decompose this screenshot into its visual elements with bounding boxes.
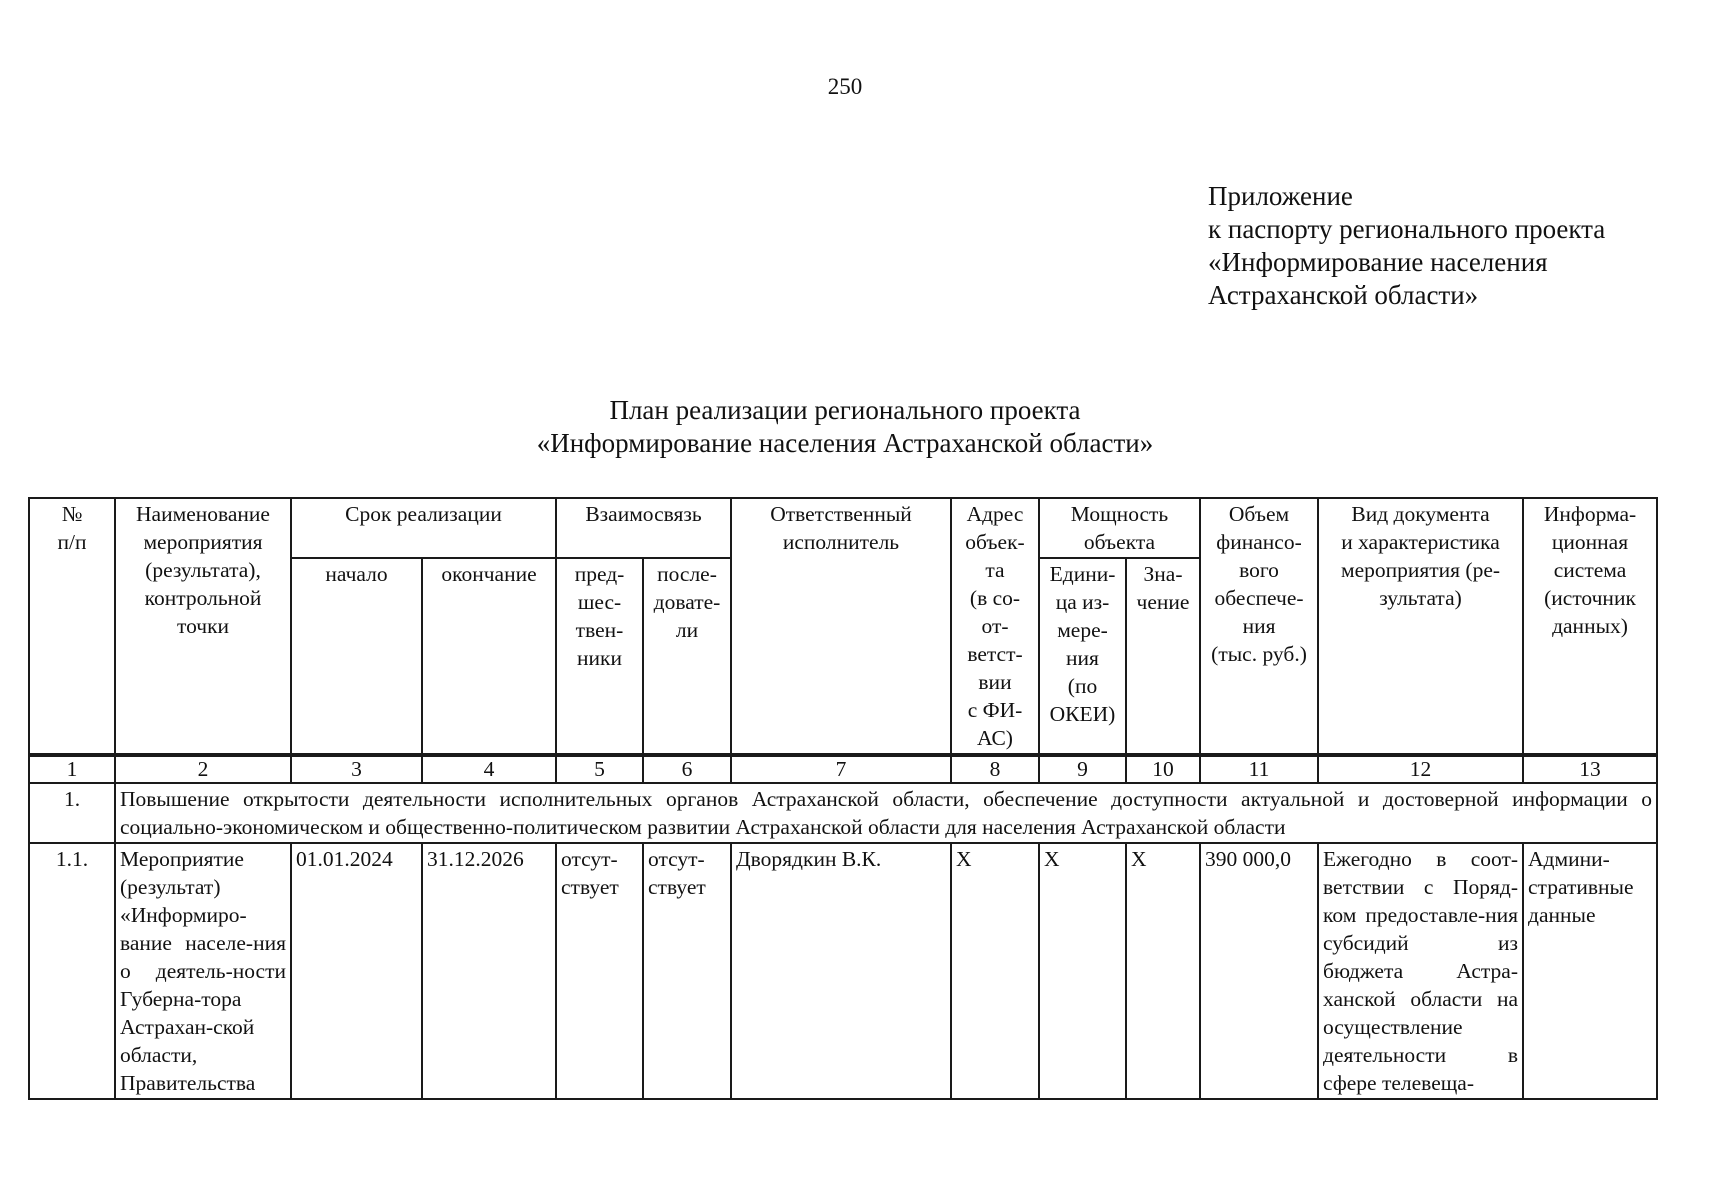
column-number-row (29, 755, 1657, 783)
document-title (0, 394, 1690, 460)
implementation-plan-table (28, 497, 1658, 1100)
header-doc-type: Вид документа и характеристика мероприятия (ре- зультата) (1318, 498, 1523, 755)
appendix-line: Астраханской области» (1208, 280, 1479, 310)
column-number: 2 (115, 755, 291, 783)
header-relation-next: после- довате- ли (643, 558, 731, 755)
header-period-start: начало (291, 558, 422, 755)
row-successors: отсут-ствует (643, 843, 731, 1099)
header-capacity-unit: Едини- ца из- мере- ния (по ОКЕИ) (1039, 558, 1126, 755)
column-number: 9 (1039, 755, 1126, 783)
header-relation-pred: пред- шес- твен- ники (556, 558, 643, 755)
header-num: № п/п (29, 498, 115, 755)
page-number: 250 (827, 74, 863, 99)
header-relation: Взаимосвязь (556, 498, 731, 558)
header-period-end: окончание (422, 558, 556, 755)
row-unit: X (1039, 843, 1126, 1099)
column-number: 10 (1126, 755, 1200, 783)
column-number: 12 (1318, 755, 1523, 783)
row-start-date: 01.01.2024 (291, 843, 422, 1099)
row-finance: 390 000,0 (1200, 843, 1318, 1099)
row-num: 1.1. (29, 843, 115, 1099)
column-number: 6 (643, 755, 731, 783)
header-info-system: Информа- ционная система (источник данных) (1523, 498, 1657, 755)
column-number: 7 (731, 755, 951, 783)
header-period: Срок реализации (291, 498, 556, 558)
title-line: План реализации регионального проекта (609, 395, 1081, 425)
section-row (29, 783, 1657, 843)
header-capacity: Мощность объекта (1039, 498, 1200, 558)
header-responsible: Ответственный исполнитель (731, 498, 951, 755)
column-number: 3 (291, 755, 422, 783)
row-predecessors: отсут-ствует (556, 843, 643, 1099)
column-number: 1 (29, 755, 115, 783)
column-number: 5 (556, 755, 643, 783)
title-line: «Информирование населения Астраханской области» (536, 428, 1154, 458)
header-row-top (29, 498, 1657, 558)
header-capacity-value: Зна- чение (1126, 558, 1200, 755)
row-address: X (951, 843, 1039, 1099)
header-address: Адрес объек- та (в со- от- ветст- вии с ФИ- АС) (951, 498, 1039, 755)
row-info-system: Админи-стративные данные (1523, 843, 1657, 1099)
header-finance: Объем финансо- вого обеспече- ния (тыс. руб.) (1200, 498, 1318, 755)
row-responsible: Дворядкин В.К. (731, 843, 951, 1099)
appendix-line: к паспорту регионального проекта (1208, 214, 1606, 244)
column-number: 11 (1200, 755, 1318, 783)
column-number: 4 (422, 755, 556, 783)
row-name: Мероприятие (результат) «Информиро-вание населе-ния о деятель-ности Губерна-тора Астрахан-ской области, Правительства (115, 843, 291, 1099)
section-num: 1. (29, 783, 115, 843)
table-row (29, 843, 1657, 1099)
header-name: Наименование мероприятия (результата), контрольной точки (115, 498, 291, 755)
row-doc-type: Ежегодно в соот-ветствии с Поряд-ком предоставле-ния субсидий из бюджета Астра-ханской области на осуществление деятельности в сфере телевеща- (1318, 843, 1523, 1099)
section-title: Повышение открытости деятельности исполнительных органов Астраханской области, обеспечение доступности актуальной и достоверной информации о социально-экономическом и общественно-политическом развитии Астраханской области для населения Астраханской области (115, 783, 1657, 843)
appendix-line: Приложение (1208, 181, 1353, 211)
column-number: 8 (951, 755, 1039, 783)
column-number: 13 (1523, 755, 1657, 783)
appendix-line: «Информирование населения (1208, 247, 1548, 277)
appendix-header (1208, 180, 1605, 312)
row-end-date: 31.12.2026 (422, 843, 556, 1099)
row-value: X (1126, 843, 1200, 1099)
